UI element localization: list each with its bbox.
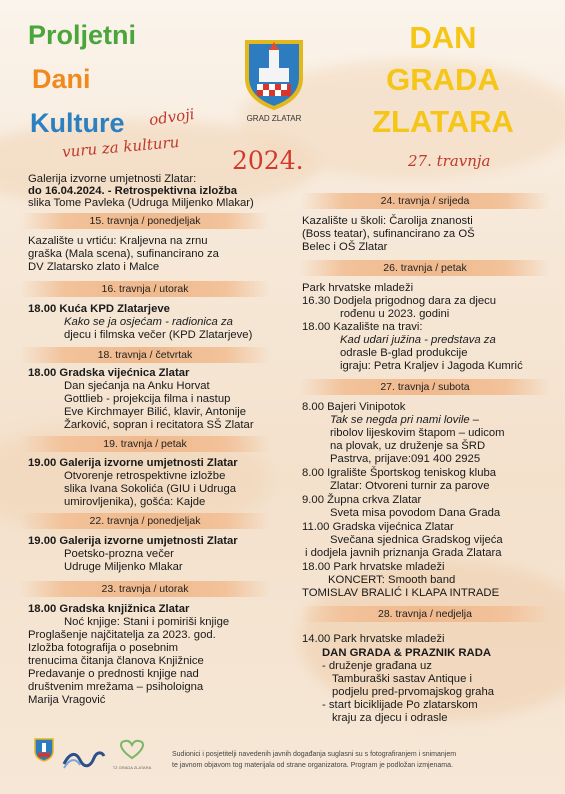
event-line: DV Zlatarsko zlato i Malce [28, 261, 160, 273]
date: 27. travnja [408, 152, 491, 170]
event-line: - start biciklijade Po zlatarskom [322, 699, 478, 711]
right-title-zlatara: ZLATARA [372, 104, 514, 139]
band-23-travnja: 23. travnja / utorak [20, 581, 270, 597]
event-line: i dodjela javnih priznanja Grada Zlatara [305, 547, 502, 559]
event-line: Dan sjećanja na Anku Horvat [64, 380, 210, 392]
event-line: Tak se negda pri nami lovile – [330, 414, 480, 426]
event-line: društvenim mrežama – psiholoigna [28, 681, 204, 693]
event-line: 8.00 Igralište Športskog teniskog kluba [302, 467, 497, 479]
event-line: 19.00 Galerija izvorne umjetnosti Zlatar [28, 535, 238, 547]
event-line: 18.00 Gradska knjižnica Zlatar [28, 603, 190, 615]
event-line: Park hrvatske mladeži [302, 282, 414, 294]
event-line: Proglašenje najčitatelja za 2023. god. [28, 629, 216, 641]
event-line: Kako se ja osjećam - radionica za [64, 316, 233, 328]
event-line: Pastrva, prijave:091 400 2925 [330, 453, 481, 465]
event-line: djecu i filmska večer (KPD Zlatarjeve) [64, 329, 253, 341]
band-22-travnja: 22. travnja / ponedjeljak [20, 513, 270, 529]
event-line: Noć knjige: Stani i pomiriši knjige [64, 616, 230, 628]
event-line: rođenu u 2023. godini [340, 308, 450, 320]
event-line: 18.00 Kuća KPD Zlatarjeve [28, 303, 170, 315]
event-line: Belec i OŠ Zlatar [302, 241, 388, 253]
event-line: 18.00 Kazalište na travi: [302, 321, 423, 333]
event-line: 19.00 Galerija izvorne umjetnosti Zlatar [28, 457, 238, 469]
intro-line: do 16.04.2024. - Retrospektivna izložba [28, 185, 238, 197]
event-line: Kad udari južina - predstava za [340, 334, 496, 346]
event-line: kraju za djecu i odrasle [332, 712, 448, 724]
crest-caption: GRAD ZLATAR [246, 114, 302, 123]
band-24-travnja: 24. travnja / srijeda [300, 193, 550, 209]
event-line: KONCERT: Smooth band [328, 574, 456, 586]
band-19-travnja: 19. travnja / petak [20, 436, 270, 452]
band-27-travnja: 27. travnja / subota [300, 379, 550, 395]
event-line: 16.30 Dodjela prigodnog dara za djecu [302, 295, 497, 307]
right-title-dan: DAN [409, 20, 477, 55]
event-line: Izložba fotografija o posebnim [28, 642, 179, 654]
year: 2024. [232, 146, 304, 175]
event-line: Kazalište u vrtiću: Kraljevna na zrnu [28, 235, 208, 247]
event-line: 18.00 Gradska vijećnica Zlatar [28, 367, 190, 379]
event-line: - druženje građana uz [322, 660, 432, 672]
intro-line: Galerija izvorne umjetnosti Zlatar: [28, 173, 197, 185]
event-line: odrasle B-glad produkcije [340, 347, 468, 359]
footer-note: te javnom objavom tog materijala od strane organizatora. Program je podložan izmjenama. [172, 762, 453, 769]
event-line: Tamburaški sastav Antique i [332, 673, 473, 685]
event-line: Marija Vragović [28, 694, 106, 706]
right-title-grada: GRADA [386, 62, 500, 97]
event-line: igraju: Petra Kraljev i Jagoda Kumrić [340, 360, 523, 372]
tagline-vuru: vuru za kulturu [61, 132, 180, 162]
wave-logo-icon [62, 748, 106, 770]
event-line: graška (Mala scena), sufinancirano za [28, 248, 219, 260]
event-line: Predavanje o prednosti knjige nad [28, 668, 199, 680]
heart-icon [110, 738, 154, 760]
event-line: podjelu pred-prvomajskog graha [332, 686, 495, 698]
band-18-travnja: 18. travnja / četvrtak [20, 347, 270, 363]
band-28-travnja: 28. travnja / nedjelja [300, 606, 550, 622]
crest-icon [243, 38, 305, 110]
event-line: Gottlieb - projekcija filma i nastup [64, 393, 231, 405]
event-line: 18.00 Park hrvatske mladeži [302, 561, 445, 573]
event-line: 11.00 Gradska vijećnica Zlatar [302, 521, 454, 533]
crest-icon [34, 738, 54, 762]
band-16-travnja: 16. travnja / utorak [20, 281, 270, 297]
event-line: Otvorenje retrospektivne izložbe [64, 470, 226, 482]
event-line: trenucima čitanja članova Knjižnice [28, 655, 204, 667]
event-line: umirovljenika), gošća: Kajde [64, 496, 206, 508]
band-26-travnja: 26. travnja / petak [300, 260, 550, 276]
event-line: ribolov lijeskovim štapom – udicom [330, 427, 505, 439]
tz-logo-text: TZ GRADA ZLATARA [112, 765, 152, 770]
title-kulture: Kulture [30, 108, 125, 138]
event-line: 14.00 Park hrvatske mladeži [302, 633, 445, 645]
event-line: (Boss teatar), sufinancirano za OŠ [302, 228, 475, 240]
event-line: na plovak, uz druženje sa ŠRD [330, 440, 486, 452]
tagline-odvoji: odvoji [147, 104, 196, 130]
event-line: Udruge Miljenko Mlakar [64, 561, 183, 573]
event-line: Žarković, sopran i recitatora SŠ Zlatar [64, 419, 254, 431]
event-line: 8.00 Bajeri Vinipotok [302, 401, 406, 413]
wave-logo [62, 748, 106, 770]
event-line: TOMISLAV BRALIĆ I KLAPA INTRADE [302, 587, 500, 599]
tz-logo [110, 738, 154, 768]
intro-line: slika Tome Pavleka (Udruga Miljenko Mlakar) [28, 197, 254, 209]
event-line: Kazalište u školi: Čarolija znanosti [302, 215, 473, 227]
footer-note: Sudionici i posjetitelji navedenih javnih događanja suglasni su s fotografiranjem i snimanjem [172, 751, 457, 758]
event-line: DAN GRADA & PRAZNIK RADA [322, 647, 492, 659]
event-line: Eve Kirchmayer Bilić, klavir, Antonije [64, 406, 247, 418]
event-line: slika Ivana Sokolića (GIU i Udruga [64, 483, 237, 495]
event-line: Svečana sjednica Gradskog vijeća [330, 534, 503, 546]
event-line: 9.00 Župna crkva Zlatar [302, 494, 422, 506]
event-line: Poetsko-prozna večer [64, 548, 174, 560]
footer-crest [34, 738, 54, 762]
city-crest [243, 38, 305, 110]
event-line: Zlatar: Otvoreni turnir za parove [330, 480, 490, 492]
event-line: Sveta misa povodom Dana Grada [330, 507, 501, 519]
title-dani: Dani [32, 64, 91, 94]
band-15-travnja: 15. travnja / ponedjeljak [20, 213, 270, 229]
title-proljetni: Proljetni [28, 20, 137, 50]
